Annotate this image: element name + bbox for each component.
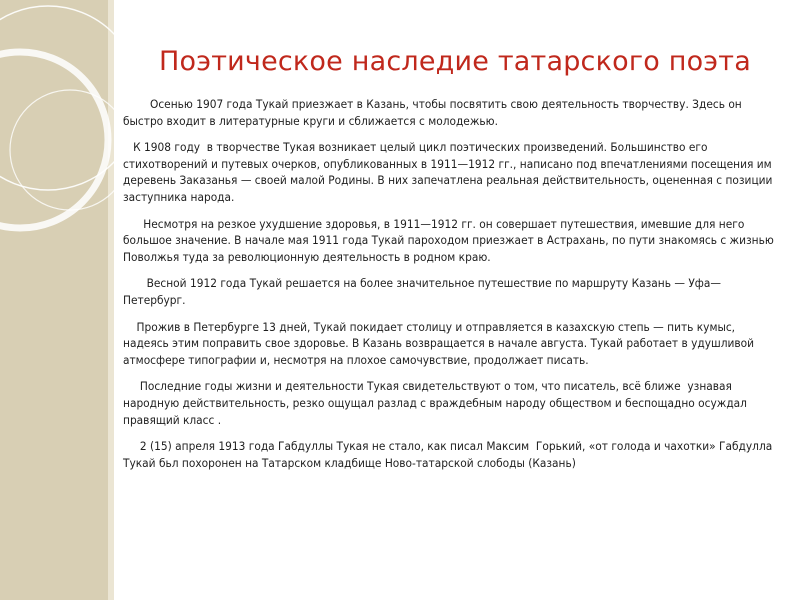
- paragraph: Последние годы жизни и деятельности Тукая свидетельствуют о том, что писатель, всё ближе узнавая народную действительность, резко ощущал разлад с враждебным народу обществом и беспощадно осуждал правящий класс .: [123, 379, 751, 427]
- paragraph: Осенью 1907 года Тукай приезжает в Казань, чтобы посвятить свою деятельность творчеству. Здесь он быстро входит в литературные круги и сближается с молодежью.: [123, 97, 746, 128]
- paragraph: Несмотря на резкое ухудшение здоровья, в 1911—1912 гг. он совершает путешествия, имевшие для него большое значение. В начале мая 1911 года Тукай пароходом приезжает в Астрахань, по пути знакомясь с жизнью Поволжья туда за революционную деятельность в родном краю.: [123, 216, 778, 264]
- paragraph: Прожив в Петербурге 13 дней, Тукай покидает столицу и отправляется в казахскую степь — пить кумыс, надеясь этим поправить свое здоровье. В Казань возвращается в начале августа. Тукай работает в удушливой атмосфере типографии и, несмотря на плохое самочувствие, продолжает писать.: [123, 319, 758, 367]
- paragraph: К 1908 году в творчестве Тукая возникает целый цикл поэтических произведений. Большинство его стихотворений и путевых очерков, опубликованных в 1911—1912 гг., написано под впечатлениями посещения им деревень Заказанья — своей малой Родины. В них запечатлена реальная действительность, оцененная с позиции заступника народа.: [123, 140, 776, 204]
- slide-title: Поэтическое наследие татарского поэта: [159, 46, 751, 77]
- decorative-arc-middle: [0, 52, 108, 228]
- decorative-arc-inner: [10, 90, 130, 210]
- decorative-arc-outer: [0, 6, 140, 190]
- slide-body: [123, 96, 779, 471]
- paragraph: 2 (15) апреля 1913 года Габдуллы Тукая не стало, как писал Максим Горький, «от голода и чахотки» Габдулла Тукай бьл похоронен на Татарском кладбище Ново-татарской слободы (Казань): [123, 439, 776, 470]
- paragraph: Весной 1912 года Тукай решается на более значительное путешествие по маршруту Казань — Уфа— Петербург.: [123, 276, 725, 307]
